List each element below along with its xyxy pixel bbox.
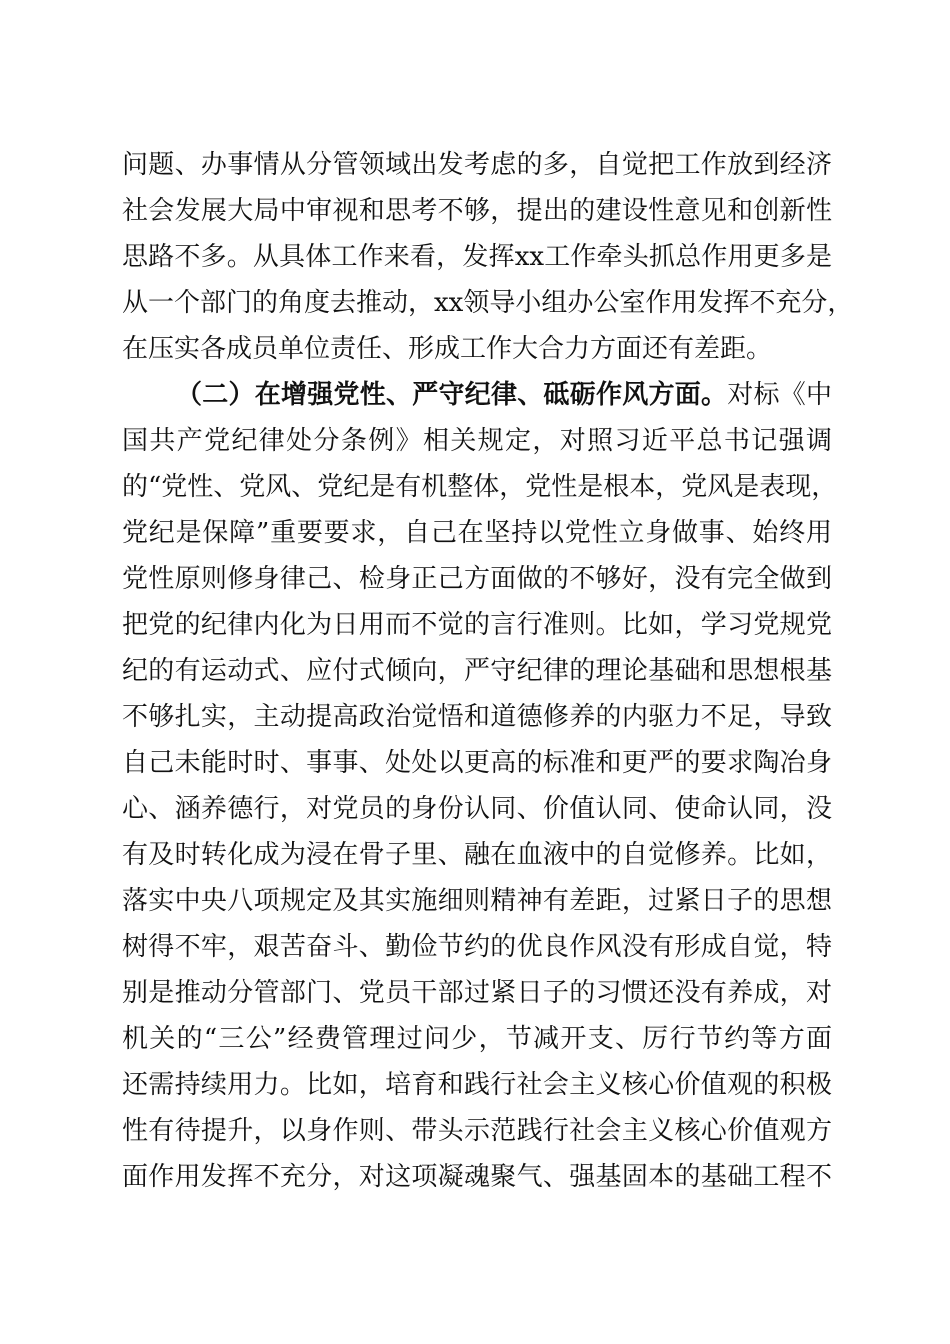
section-heading-line	[176, 379, 832, 411]
text-line: 思路不多。从具体工作来看，发挥xx工作牵头抓总作用更多是	[122, 242, 832, 272]
text-line: 落实中央八项规定及其实施细则精神有差距，过紧日子的思想	[122, 886, 832, 916]
text-line: 纪的有运动式、应付式倾向，严守纪律的理论基础和思想根基	[122, 656, 832, 686]
text-line: 的“党性、党风、党纪是有机整体，党性是根本，党风是表现，	[122, 472, 838, 502]
text-line: 树得不牢，艰苦奋斗、勤俭节约的优良作风没有形成自觉，特	[122, 932, 832, 962]
text-line: 自己未能时时、事事、处处以更高的标准和更严的要求陶冶身	[122, 748, 832, 778]
text-line: 面作用发挥不充分，对这项凝魂聚气、强基固本的基础工程不	[122, 1162, 832, 1192]
text-line: 性有待提升，以身作则、带头示范践行社会主义核心价值观方	[122, 1116, 832, 1146]
section-heading: （二）在增强党性、严守纪律、砥砺作风方面。	[176, 380, 728, 410]
text-line: 心、涵养德行，对党员的身份认同、价值认同、使命认同，没	[122, 794, 832, 824]
text-line: 社会发展大局中审视和思考不够，提出的建设性意见和创新性	[122, 196, 832, 226]
text-line: 不够扎实，主动提高政治觉悟和道德修养的内驱力不足，导致	[122, 702, 832, 732]
text-line: 党性原则修身律己、检身正己方面做的不够好，没有完全做到	[122, 564, 832, 594]
text-line: 有及时转化成为浸在骨子里、融在血液中的自觉修养。比如，	[122, 840, 832, 870]
text-line: 别是推动分管部门、党员干部过紧日子的习惯还没有养成，对	[122, 978, 832, 1008]
heading-line-rest: 对标《中	[727, 380, 832, 410]
text-line: 还需持续用力。比如，培育和践行社会主义核心价值观的积极	[122, 1070, 832, 1100]
text-line: 问题、办事情从分管领域出发考虑的多，自觉把工作放到经济	[122, 150, 832, 180]
text-line: 国共产党纪律处分条例》相关规定，对照习近平总书记强调	[122, 426, 832, 456]
text-line: 从一个部门的角度去推动，xx领导小组办公室作用发挥不充分，	[122, 288, 854, 318]
text-line: 机关的“三公”经费管理过问少，节减开支、厉行节约等方面	[122, 1024, 832, 1054]
text-line: 党纪是保障”重要要求，自己在坚持以党性立身做事、始终用	[122, 518, 832, 548]
text-line: 在压实各成员单位责任、形成工作大合力方面还有差距。	[122, 334, 773, 364]
text-line: 把党的纪律内化为日用而不觉的言行准则。比如，学习党规党	[122, 610, 832, 640]
